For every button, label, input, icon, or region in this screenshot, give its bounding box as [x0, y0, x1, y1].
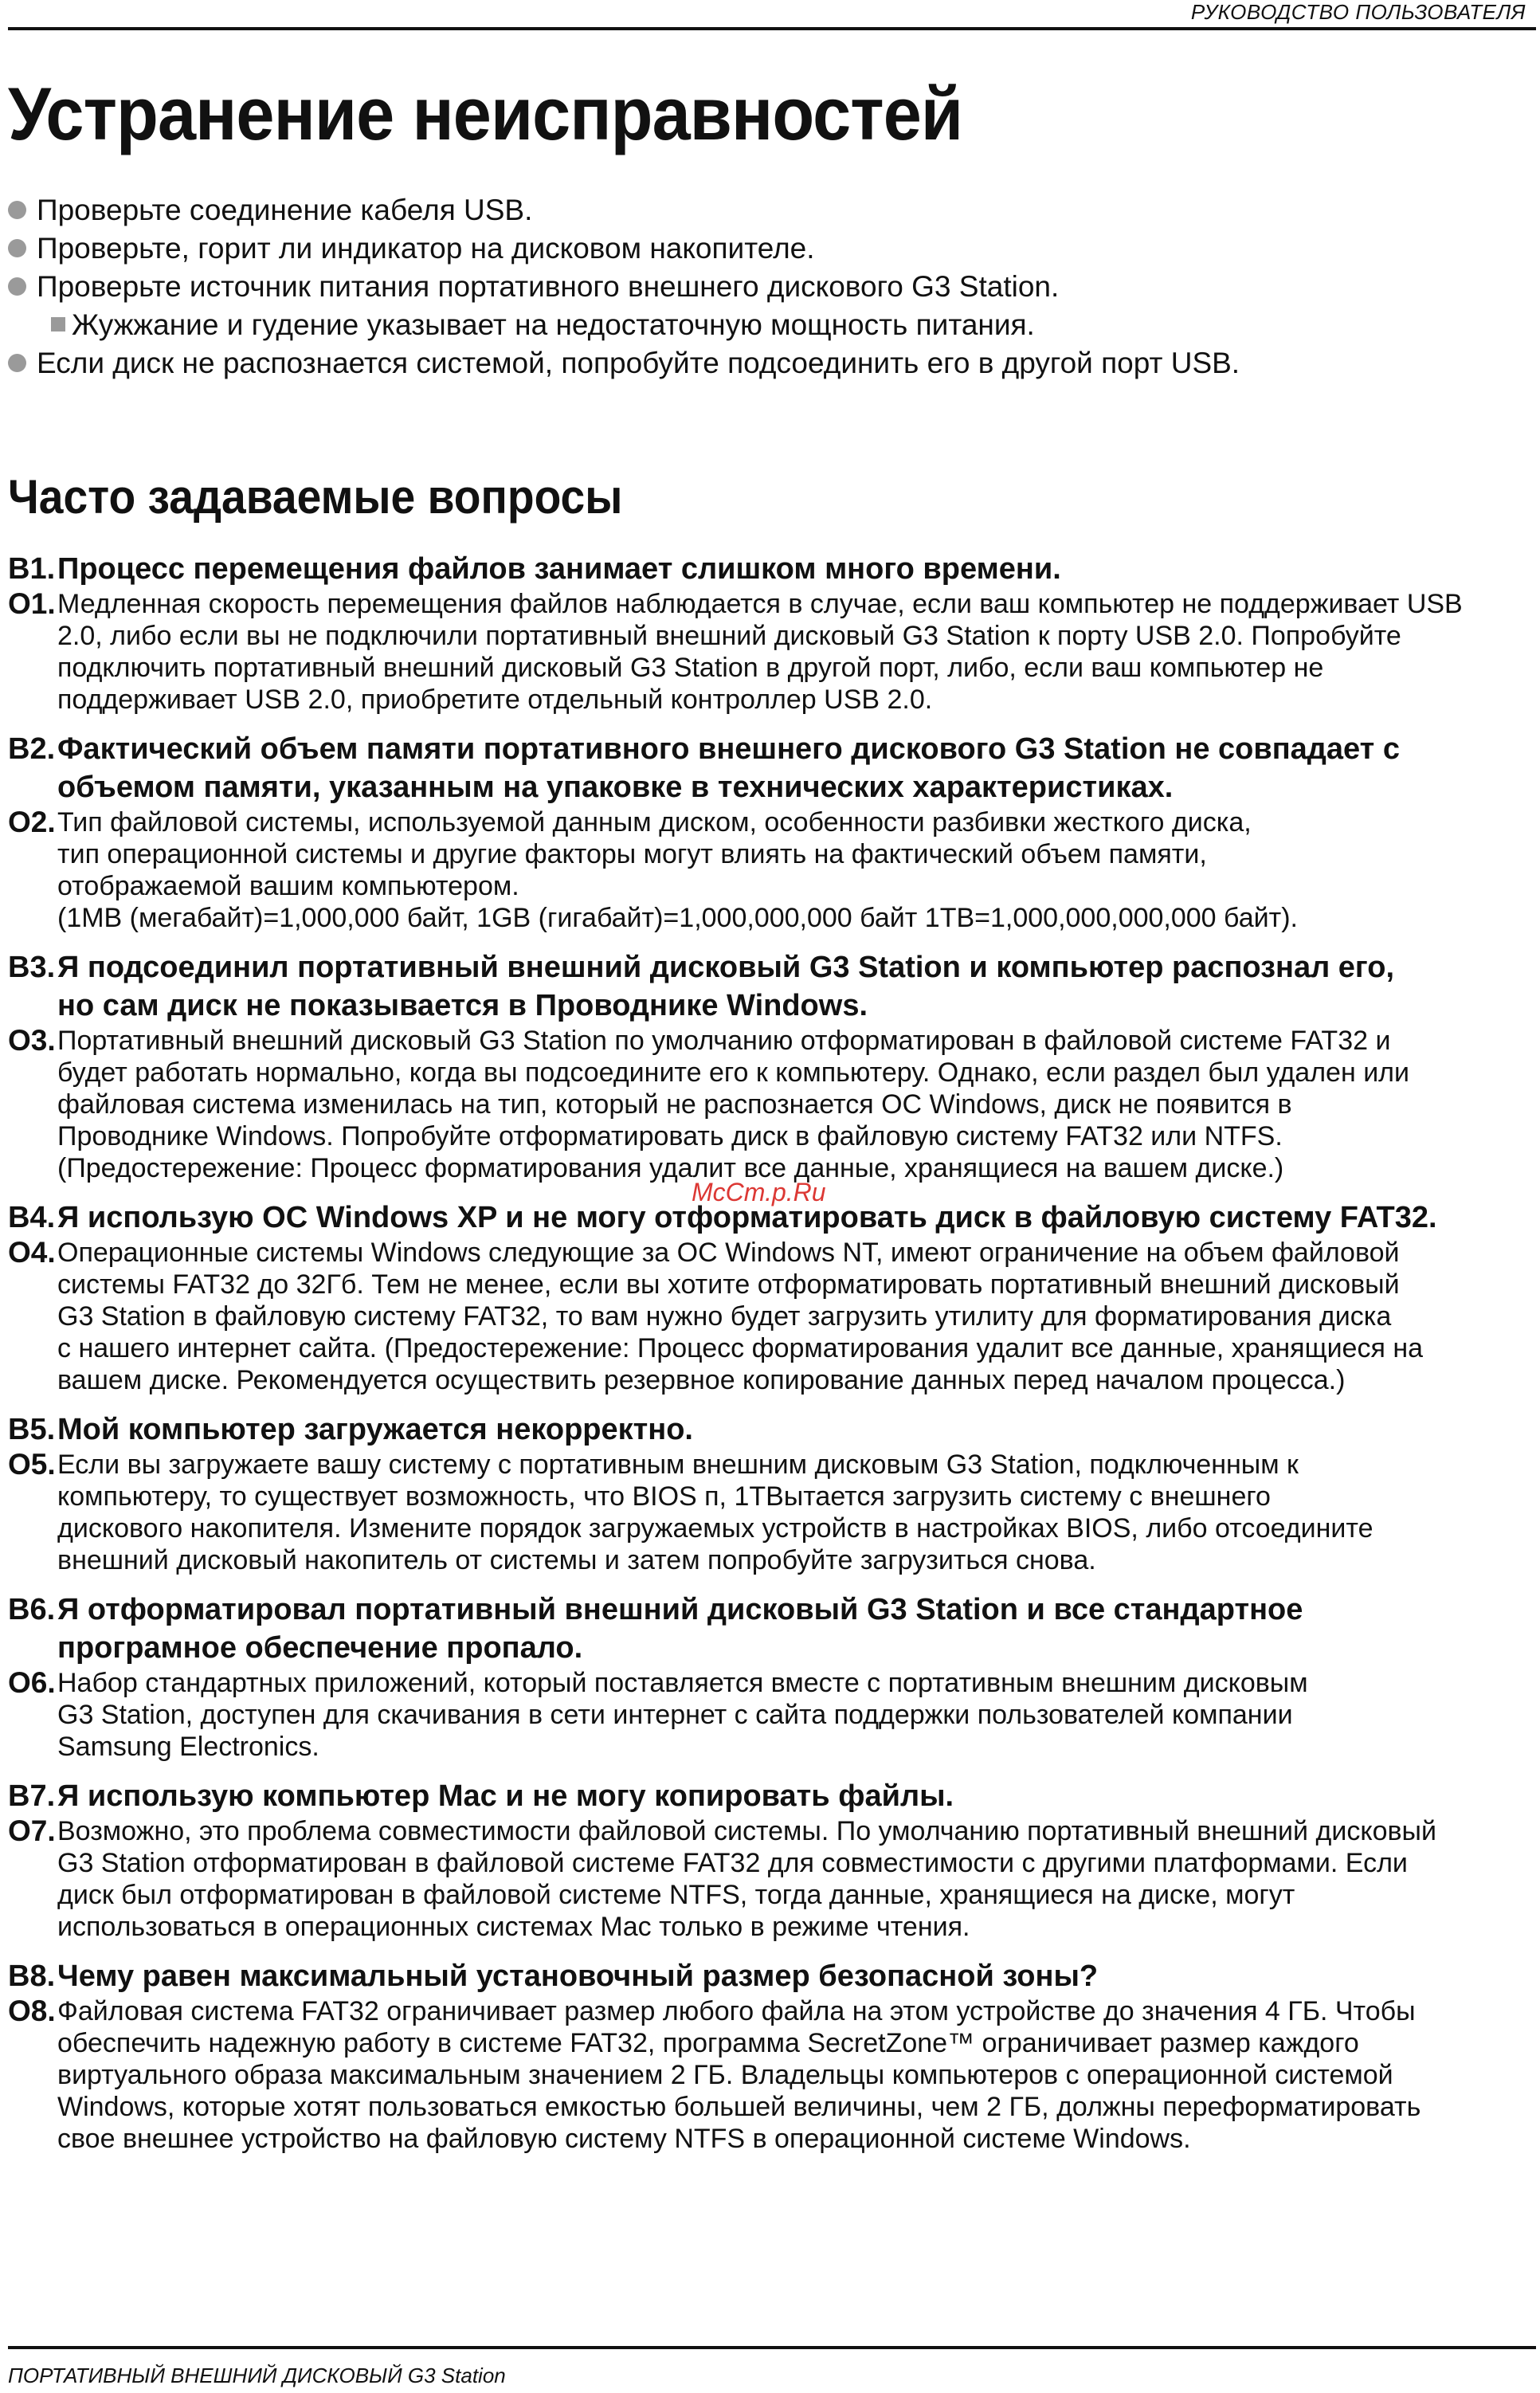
answer-number: О6.: [8, 1666, 56, 1699]
answer-text-line: свое внешнее устройство на файловую систему NTFS в операционной системе Windows.: [57, 2124, 1191, 2154]
faq-question: [8, 550, 1534, 588]
bullet-icon: [8, 277, 26, 296]
answer-text-line: G3 Station, доступен для скачивания в сети интернет с сайта поддержки пользователей компании: [57, 1700, 1293, 1730]
troubleshooting-list: [8, 191, 1522, 382]
answer-text-line: будет работать нормально, когда вы подсоедините его к компьютеру. Однако, если раздел был удален или: [57, 1057, 1410, 1088]
faq-answer: [8, 1025, 1534, 1184]
faq-question: [8, 730, 1534, 806]
bullet-icon: [8, 239, 26, 257]
answer-text-line: Портативный внешний дисковый G3 Station по умолчанию отформатирован в файловой системе FAT32 и: [57, 1026, 1391, 1056]
answer-text-line: диск был отформатирован в файловой системе NTFS, тогда данные, хранящиеся на диске, могут: [57, 1880, 1295, 1910]
answer-text-line: G3 Station в файловую систему FAT32, то вам нужно будет загрузить утилиту для форматирования диска: [57, 1301, 1392, 1332]
answer-number: О4.: [8, 1236, 56, 1269]
question-number: В8.: [8, 1960, 56, 1993]
question-text-line: Чему равен максимальный установочный размер безопасной зоны?: [57, 1960, 1099, 1993]
answer-text-line: Если вы загружаете вашу систему с портативным внешним дисковым G3 Station, подключенным к: [57, 1450, 1299, 1480]
list-item: [8, 191, 1522, 229]
bullet-icon: [8, 201, 26, 219]
footer-divider: [8, 2346, 1536, 2349]
answer-text-line: вашем диске. Рекомендуется осуществить резервное копирование данных перед началом процесса.): [57, 1365, 1346, 1395]
list-item-text: Проверьте соединение кабеля USB.: [37, 194, 533, 226]
answer-number: О3.: [8, 1024, 56, 1057]
answer-text-line: Samsung Electronics.: [57, 1732, 319, 1762]
answer-number: О7.: [8, 1814, 56, 1847]
question-number: В3.: [8, 951, 56, 984]
answer-text-line: Операционные системы Windows следующие за ОС Windows NT, имеют ограничение на объем файловой: [57, 1238, 1400, 1268]
answer-text-line: компьютеру, то существует возможность, что BIOS п, 1TBытается загрузить систему с внешнего: [57, 1481, 1271, 1512]
header-label: РУКОВОДСТВО ПОЛЬЗОВАТЕЛЯ: [1190, 0, 1526, 24]
question-number: В6.: [8, 1593, 56, 1626]
faq-question: [8, 1410, 1534, 1449]
faq-title: Часто задаваемые вопросы: [8, 470, 623, 524]
answer-text-line: 2.0, либо если вы не подключили портативный внешний дисковый G3 Station к порту USB 2.0. Попробуйте: [57, 621, 1401, 651]
question-text-line: програмное обеспечение пропало.: [57, 1631, 583, 1665]
answer-number: О5.: [8, 1448, 56, 1481]
question-number: В1.: [8, 552, 56, 586]
list-subitem: [8, 306, 1522, 344]
question-text-line: Я использую компьютер Mac и не могу копировать файлы.: [57, 1779, 954, 1813]
faq-answer: [8, 1449, 1534, 1576]
list-item-text: Жужжание и гудение указывает на недостаточную мощность питания.: [72, 308, 1035, 341]
question-number: В2.: [8, 732, 56, 766]
answer-text-line: Файловая система FAT32 ограничивает размер любого файла на этом устройстве до значения 4 ГБ. Чтобы: [57, 1996, 1416, 2026]
answer-text-line: обеспечить надежную работу в системе FAT32, программа SecretZone™ ограничивает размер каждого: [57, 2028, 1359, 2058]
question-text-line: Я использую ОС Windows XP и не могу отформатировать диск в файловую систему FAT32.: [57, 1201, 1437, 1234]
question-text-line: Мой компьютер загружается некорректно.: [57, 1413, 693, 1446]
answer-text-line: (1MB (мегабайт)=1,000,000 байт, 1GB (гигабайт)=1,000,000,000 байт 1TB=1,000,000,000,000 байт).: [57, 903, 1298, 933]
question-text-line: Я подсоединил портативный внешний дисковый G3 Station и компьютер распознал его,: [57, 951, 1395, 984]
troubleshooting-title: Устранение неисправностей: [8, 72, 963, 155]
question-text-line: Фактический объем памяти портативного внешнего дискового G3 Station не совпадает с: [57, 732, 1400, 766]
footer-label: ПОРТАТИВНЫЙ ВНЕШНИЙ ДИСКОВЫЙ G3 Station: [8, 2364, 506, 2387]
faq-question: [8, 948, 1534, 1025]
faq-question: [8, 1777, 1534, 1815]
answer-text-line: подключить портативный внешний дисковый G3 Station в другой порт, либо, если ваш компьютер не: [57, 653, 1324, 683]
list-item: [8, 229, 1522, 268]
answer-text-line: Windows, которые хотят пользоваться емкостью большей величины, чем 2 ГБ, должны переформатировать: [57, 2092, 1421, 2122]
answer-text-line: отображаемой вашим компьютером.: [57, 871, 519, 901]
answer-text-line: Тип файловой системы, используемой данным диском, особенности разбивки жесткого диска,: [57, 807, 1252, 838]
list-item: [8, 268, 1522, 306]
question-text-line: объемом памяти, указанным на упаковке в технических характеристиках.: [57, 771, 1174, 804]
answer-text-line: виртуального образа максимальным значением 2 ГБ. Владельцы компьютеров с операционной системой: [57, 2060, 1393, 2090]
square-bullet-icon: [51, 317, 65, 331]
answer-text-line: системы FAT32 до 32Гб. Тем не менее, если вы хотите отформатировать портативный внешний дисковый: [57, 1269, 1400, 1300]
answer-text-line: тип операционной системы и другие факторы могут влиять на фактический объем памяти,: [57, 839, 1207, 869]
answer-text-line: внешний дисковый накопитель от системы и затем попробуйте загрузиться снова.: [57, 1545, 1096, 1575]
question-number: В4.: [8, 1201, 56, 1234]
list-item-text: Проверьте источник питания портативного внешнего дискового G3 Station.: [37, 270, 1060, 303]
answer-number: О8.: [8, 1995, 56, 2027]
faq-answer: [8, 1237, 1534, 1396]
question-text-line: Я отформатировал портативный внешний дисковый G3 Station и все стандартное: [57, 1593, 1303, 1626]
list-item-text: Проверьте, горит ли индикатор на дисковом накопителе.: [37, 232, 815, 265]
faq-question: [8, 1591, 1534, 1667]
answer-text-line: использоваться в операционных системах Mac только в режиме чтения.: [57, 1912, 970, 1942]
faq-answer: [8, 806, 1534, 934]
faq-answer: [8, 1667, 1534, 1763]
answer-text-line: Медленная скорость перемещения файлов наблюдается в случае, если ваш компьютер не поддерживает USB: [57, 589, 1463, 619]
question-text-line: но сам диск не показывается в Проводнике Windows.: [57, 989, 868, 1022]
answer-text-line: Набор стандартных приложений, который поставляется вместе с портативным внешним дисковым: [57, 1668, 1308, 1698]
answer-text-line: (Предостережение: Процесс форматирования удалит все данные, хранящиеся на вашем диске.): [57, 1153, 1284, 1183]
answer-text-line: дискового накопителя. Измените порядок загружаемых устройств в настройках BIOS, либо отсоедините: [57, 1513, 1373, 1544]
bullet-icon: [8, 354, 26, 372]
answer-text-line: поддерживает USB 2.0, приобретите отдельный контроллер USB 2.0.: [57, 685, 933, 715]
faq-answer: [8, 588, 1534, 716]
list-item: [8, 344, 1522, 382]
answer-text-line: Возможно, это проблема совместимости файловой системы. По умолчанию портативный внешний дисковый: [57, 1816, 1436, 1846]
header-divider: [8, 27, 1536, 30]
question-number: В7.: [8, 1779, 56, 1813]
answer-text-line: Проводнике Windows. Попробуйте отформатировать диск в файловую систему FAT32 или NTFS.: [57, 1121, 1283, 1151]
list-item-text: Если диск не распознается системой, попробуйте подсоединить его в другой порт USB.: [37, 347, 1240, 379]
question-number: В5.: [8, 1413, 56, 1446]
faq-answer: [8, 1815, 1534, 1943]
faq-answer: [8, 1995, 1534, 2155]
answer-number: О1.: [8, 587, 56, 620]
answer-text-line: с нашего интернет сайта. (Предостережение: Процесс форматирования удалит все данные, хранящиеся на: [57, 1333, 1424, 1363]
answer-text-line: файловая система изменилась на тип, который не распознается ОС Windows, диск не появится в: [57, 1089, 1292, 1120]
faq-list: [8, 550, 1534, 2169]
answer-text-line: G3 Station отформатирован в файловой системе FAT32 для совместимости с другими платформами. Если: [57, 1848, 1408, 1878]
faq-question: [8, 1957, 1534, 1995]
answer-number: О2.: [8, 806, 56, 838]
question-text-line: Процесс перемещения файлов занимает слишком много времени.: [57, 552, 1061, 586]
watermark: МсСт.р.Ru: [692, 1178, 826, 1206]
